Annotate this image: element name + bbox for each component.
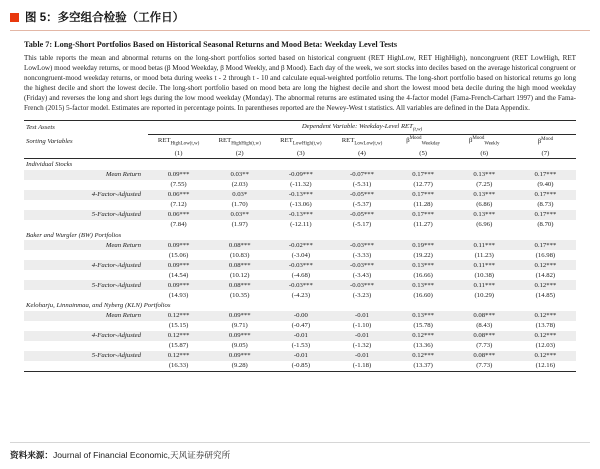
tstat-cell: (1.70)	[231, 201, 248, 209]
tstat-cell: (14.54)	[168, 271, 189, 279]
value-cell: 0.09***	[167, 241, 190, 249]
tstat-cell: (-12.11)	[290, 221, 312, 229]
sorting-variables-label: Sorting Variables	[26, 137, 73, 145]
value-cell: 0.12***	[167, 332, 190, 340]
value-cell: -0.13***	[288, 211, 313, 219]
value-cell: 0.12***	[534, 281, 557, 289]
value-cell: 0.11***	[473, 281, 496, 289]
row-label-empty	[24, 321, 148, 331]
value-cell: 0.08***	[228, 281, 251, 289]
row-label: 5-Factor-Adjusted	[91, 352, 141, 360]
tstat-cell: (-1.53)	[291, 342, 311, 350]
tstat-cell: (15.06)	[168, 251, 189, 259]
value-cell: 0.17***	[534, 191, 557, 199]
value-cell: -0.03***	[350, 281, 374, 289]
tstat-cell: (7.25)	[476, 181, 493, 189]
value-cell: -0.01	[355, 332, 369, 340]
row-label-empty	[24, 250, 148, 260]
value-row	[24, 190, 576, 200]
value-cell: 0.17***	[534, 171, 557, 179]
row-label-empty	[24, 361, 148, 372]
tstat-cell: (16.33)	[148, 361, 209, 372]
panel-name: Keloharju, Linnainmaa, and Nyberg (KLN) Portfolios	[26, 302, 171, 310]
tstat-cell: (8.70)	[537, 221, 554, 229]
value-cell: 0.12***	[167, 312, 190, 320]
tstat-cell: (11.27)	[413, 221, 433, 229]
value-cell: -0.13***	[288, 191, 313, 199]
value-row	[24, 170, 576, 180]
tstat-row	[24, 341, 576, 351]
tstat-cell: (16.66)	[413, 271, 433, 279]
value-cell: 0.03**	[230, 211, 249, 219]
value-cell: 0.13***	[412, 261, 434, 269]
tstat-cell: (15.15)	[168, 322, 189, 330]
dependent-variable-label: Dependent Variable: Weekday-Level $RET_{(t,w)}$	[148, 121, 576, 134]
value-cell: -0.01	[293, 332, 308, 340]
figure-header	[10, 7, 590, 31]
value-cell: -0.01	[355, 352, 369, 360]
figure-title: 图 5：多空组合检验（工作日）	[25, 12, 185, 24]
stats-table	[24, 120, 576, 371]
tstat-cell: (-1.10)	[352, 322, 372, 330]
value-cell: 0.03*	[232, 191, 248, 199]
value-cell: 0.08***	[228, 241, 251, 249]
column-number: (5)	[393, 148, 454, 159]
value-cell: -0.01	[293, 352, 308, 360]
tstat-cell: (-1.32)	[352, 342, 372, 350]
panel-row	[24, 159, 576, 170]
tstat-cell: (-3.23)	[352, 291, 372, 299]
paper-table-figure	[24, 40, 576, 372]
value-cell: -0.03***	[350, 241, 374, 249]
tstat-cell: (9.28)	[209, 361, 270, 372]
tstat-cell: (-3.04)	[291, 251, 311, 259]
table-header-row	[24, 121, 576, 134]
value-cell: -0.01	[355, 312, 369, 320]
tstat-cell: (13.36)	[413, 342, 433, 350]
column-number: (6)	[454, 148, 515, 159]
tstat-cell: (-0.47)	[291, 322, 311, 330]
value-cell: 0.12***	[534, 261, 557, 269]
value-cell: -0.05***	[350, 211, 374, 219]
tstat-cell: (1.97)	[231, 221, 248, 229]
tstat-cell: (10.38)	[474, 271, 495, 279]
value-cell: 0.08***	[228, 261, 251, 269]
tstat-cell: (9.40)	[537, 181, 554, 189]
tstat-cell: (12.77)	[413, 181, 433, 189]
tstat-cell: (-5.37)	[352, 201, 372, 209]
tstat-cell: (14.93)	[168, 291, 189, 299]
row-label: 4-Factor-Adjusted	[91, 261, 141, 269]
tstat-cell: (12.16)	[515, 361, 576, 372]
tstat-row	[24, 220, 576, 230]
value-row	[24, 280, 576, 290]
column-header: $RET_{LowLow(t,w)}$	[341, 136, 383, 147]
row-label: 5-Factor-Adjusted	[91, 281, 141, 289]
value-row	[24, 351, 576, 361]
tstat-cell: (-5.31)	[352, 181, 372, 189]
row-label-empty	[24, 290, 148, 300]
value-cell: 0.12***	[534, 312, 557, 320]
value-cell: 0.19***	[412, 241, 434, 249]
value-cell: 0.12***	[534, 352, 557, 360]
row-label-empty	[24, 220, 148, 230]
column-headers-row	[24, 134, 576, 148]
tstat-cell: (16.60)	[413, 291, 433, 299]
value-cell: 0.11***	[473, 261, 496, 269]
value-cell: -0.02***	[288, 241, 313, 249]
value-cell: 0.13***	[412, 312, 434, 320]
tstat-row	[24, 321, 576, 331]
value-cell: 0.11***	[473, 241, 496, 249]
panel-name: Baker and Wurgler (BW) Portfolios	[26, 231, 122, 239]
value-cell: 0.03**	[230, 171, 249, 179]
tstat-cell: (14.85)	[535, 291, 556, 299]
column-header: $\beta^{Mood}$	[537, 137, 554, 146]
column-number: (4)	[331, 148, 392, 159]
tstat-cell: (13.37)	[393, 361, 454, 372]
tstat-cell: (-1.18)	[331, 361, 392, 372]
row-label-empty	[24, 200, 148, 210]
column-header: $\beta^{Mood}_{Weekday}$	[406, 136, 441, 147]
row-label: Mean Return	[105, 171, 141, 179]
value-cell: 0.13***	[412, 281, 434, 289]
tstat-row	[24, 290, 576, 300]
value-cell: 0.12***	[412, 352, 434, 360]
tstat-row	[24, 180, 576, 190]
value-cell: -0.03***	[288, 281, 313, 289]
column-header: $RET_{HighHigh(t,w)}$	[218, 136, 261, 147]
column-header: $RET_{LowHigh(t,w)}$	[280, 136, 322, 147]
tstat-cell: (16.98)	[535, 251, 556, 259]
value-cell: -0.03***	[288, 261, 313, 269]
value-cell: -0.07***	[350, 171, 374, 179]
tstat-cell: (-13.06)	[289, 201, 312, 209]
row-label: Mean Return	[105, 241, 141, 249]
tstat-cell: (8.43)	[476, 322, 493, 330]
value-cell: 0.09***	[167, 281, 190, 289]
value-row	[24, 311, 576, 321]
value-cell: 0.17***	[412, 171, 434, 179]
tstat-cell: (15.78)	[413, 322, 433, 330]
tstat-cell: (7.84)	[170, 221, 187, 229]
tstat-cell: (-4.68)	[291, 271, 311, 279]
tstat-cell: (7.73)	[476, 342, 493, 350]
value-cell: -0.00	[293, 312, 308, 320]
tstat-cell: (6.96)	[476, 221, 493, 229]
tstat-cell: (9.71)	[231, 322, 248, 330]
row-label-empty	[24, 341, 148, 351]
row-label: Mean Return	[105, 312, 141, 320]
value-cell: 0.09***	[167, 171, 190, 179]
figure-bullet-icon	[10, 13, 19, 22]
column-numbers-row	[24, 148, 576, 159]
tstat-cell: (10.83)	[229, 251, 250, 259]
value-cell: 0.13***	[473, 211, 496, 219]
value-cell: -0.09***	[288, 171, 313, 179]
value-cell: 0.08***	[473, 332, 496, 340]
tstat-cell: (10.12)	[229, 271, 250, 279]
value-cell: 0.09***	[228, 312, 251, 320]
test-assets-label: Test Assets	[24, 121, 148, 134]
value-cell: 0.06***	[167, 211, 190, 219]
value-cell: 0.09***	[167, 261, 190, 269]
value-row	[24, 240, 576, 250]
source-row	[10, 442, 590, 469]
tstat-cell: (7.12)	[170, 201, 187, 209]
value-cell: 0.12***	[534, 332, 557, 340]
tstat-row	[24, 361, 576, 372]
column-number: (2)	[209, 148, 270, 159]
tstat-cell: (9.05)	[231, 342, 248, 350]
value-cell: 0.06***	[167, 191, 190, 199]
value-row	[24, 331, 576, 341]
value-cell: -0.03***	[350, 261, 374, 269]
tstat-cell: (19.22)	[413, 251, 433, 259]
source-label: 资料来源：	[10, 450, 53, 460]
row-label: 5-Factor-Adjusted	[91, 211, 141, 219]
tstat-cell: (13.78)	[535, 322, 556, 330]
tstat-cell: (-0.85)	[270, 361, 331, 372]
value-cell: -0.05***	[350, 191, 374, 199]
value-cell: 0.13***	[473, 191, 496, 199]
value-cell: 0.12***	[167, 352, 190, 360]
tstat-row	[24, 200, 576, 210]
tstat-cell: (14.82)	[535, 271, 556, 279]
value-cell: 0.08***	[473, 352, 496, 360]
value-cell: 0.17***	[534, 211, 557, 219]
column-header: $RET_{HighLow(t,w)}$	[157, 136, 200, 147]
value-cell: 0.17***	[412, 191, 434, 199]
value-cell: 0.17***	[412, 211, 434, 219]
tstat-cell: (10.29)	[474, 291, 495, 299]
tstat-row	[24, 250, 576, 260]
tstat-cell: (-4.23)	[291, 291, 311, 299]
tstat-cell: (12.03)	[535, 342, 556, 350]
tstat-row	[24, 270, 576, 280]
tstat-cell: (2.03)	[231, 181, 248, 189]
panel-row	[24, 230, 576, 241]
table-title: Table 7: Long-Short Portfolios Based on Historical Seasonal Returns and Mood Beta: Weekday Level Tests	[24, 40, 398, 49]
tstat-cell: (7.55)	[170, 181, 187, 189]
value-cell: 0.17***	[534, 241, 557, 249]
row-label: 4-Factor-Adjusted	[91, 191, 141, 199]
row-label-empty	[24, 270, 148, 280]
tstat-cell: (-11.32)	[290, 181, 312, 189]
source-text: Journal of Financial Economic,天风证券研究所	[52, 450, 231, 460]
tstat-cell: (11.23)	[474, 251, 494, 259]
value-cell: 0.13***	[473, 171, 496, 179]
row-label-empty	[24, 180, 148, 190]
column-number: (7)	[515, 148, 576, 159]
row-label: 4-Factor-Adjusted	[91, 332, 141, 340]
column-number: (3)	[270, 148, 331, 159]
panel-row	[24, 300, 576, 311]
tstat-cell: (8.73)	[537, 201, 554, 209]
tstat-cell: (-3.33)	[352, 251, 372, 259]
tstat-cell: (7.73)	[454, 361, 515, 372]
column-header: $\beta^{Mood}_{Weekly}$	[469, 136, 500, 147]
panel-name: Individual Stocks	[26, 161, 73, 169]
tstat-cell: (-5.17)	[352, 221, 372, 229]
value-cell: 0.12***	[412, 332, 434, 340]
column-number: (1)	[148, 148, 209, 159]
value-row	[24, 210, 576, 220]
tstat-cell: (11.28)	[413, 201, 433, 209]
value-cell: 0.09***	[228, 332, 251, 340]
tstat-cell: (6.86)	[476, 201, 493, 209]
value-cell: 0.09***	[228, 352, 251, 360]
table-description: This table reports the mean and abnormal returns on the long-short portfolios sorted based on historical congruent (RET HighLow, RET HighHigh), noncongruent (RET LowHigh, RET LowLow) mood weekday returns, or mood betas (β Mood Weekday, β Mood Weekly, and β Mood). Each day of the week, we sort stocks into deciles based on the average historical congruent or noncongruent-mood weekday returns, or mood beta during weeks t - 2 through t - 10 and calculate equal-weighted portfolio returns. The long-short portfolio based on historical returns go long the highest decile and short the lowest decile. The long-short portfolio based on mood beta are long the highest decile and short the lowest mood beta decile during the high mood weekday (Friday) and reverses the long and short legs during the low mood weekday (Monday). The abnormal returns are estimated using the 4-factor model (Fama-French-Carhart 1997) and the Fama-French (2015) 5-factor model. Estimates are reported in percentage points. In parentheses reported are the Newey-West t statistics. All variables are defined in the Data Appendix.	[24, 54, 576, 113]
value-cell: 0.08***	[473, 312, 496, 320]
tstat-cell: (15.87)	[168, 342, 189, 350]
tstat-cell: (10.35)	[229, 291, 250, 299]
tstat-cell: (-3.43)	[352, 271, 372, 279]
value-row	[24, 260, 576, 270]
